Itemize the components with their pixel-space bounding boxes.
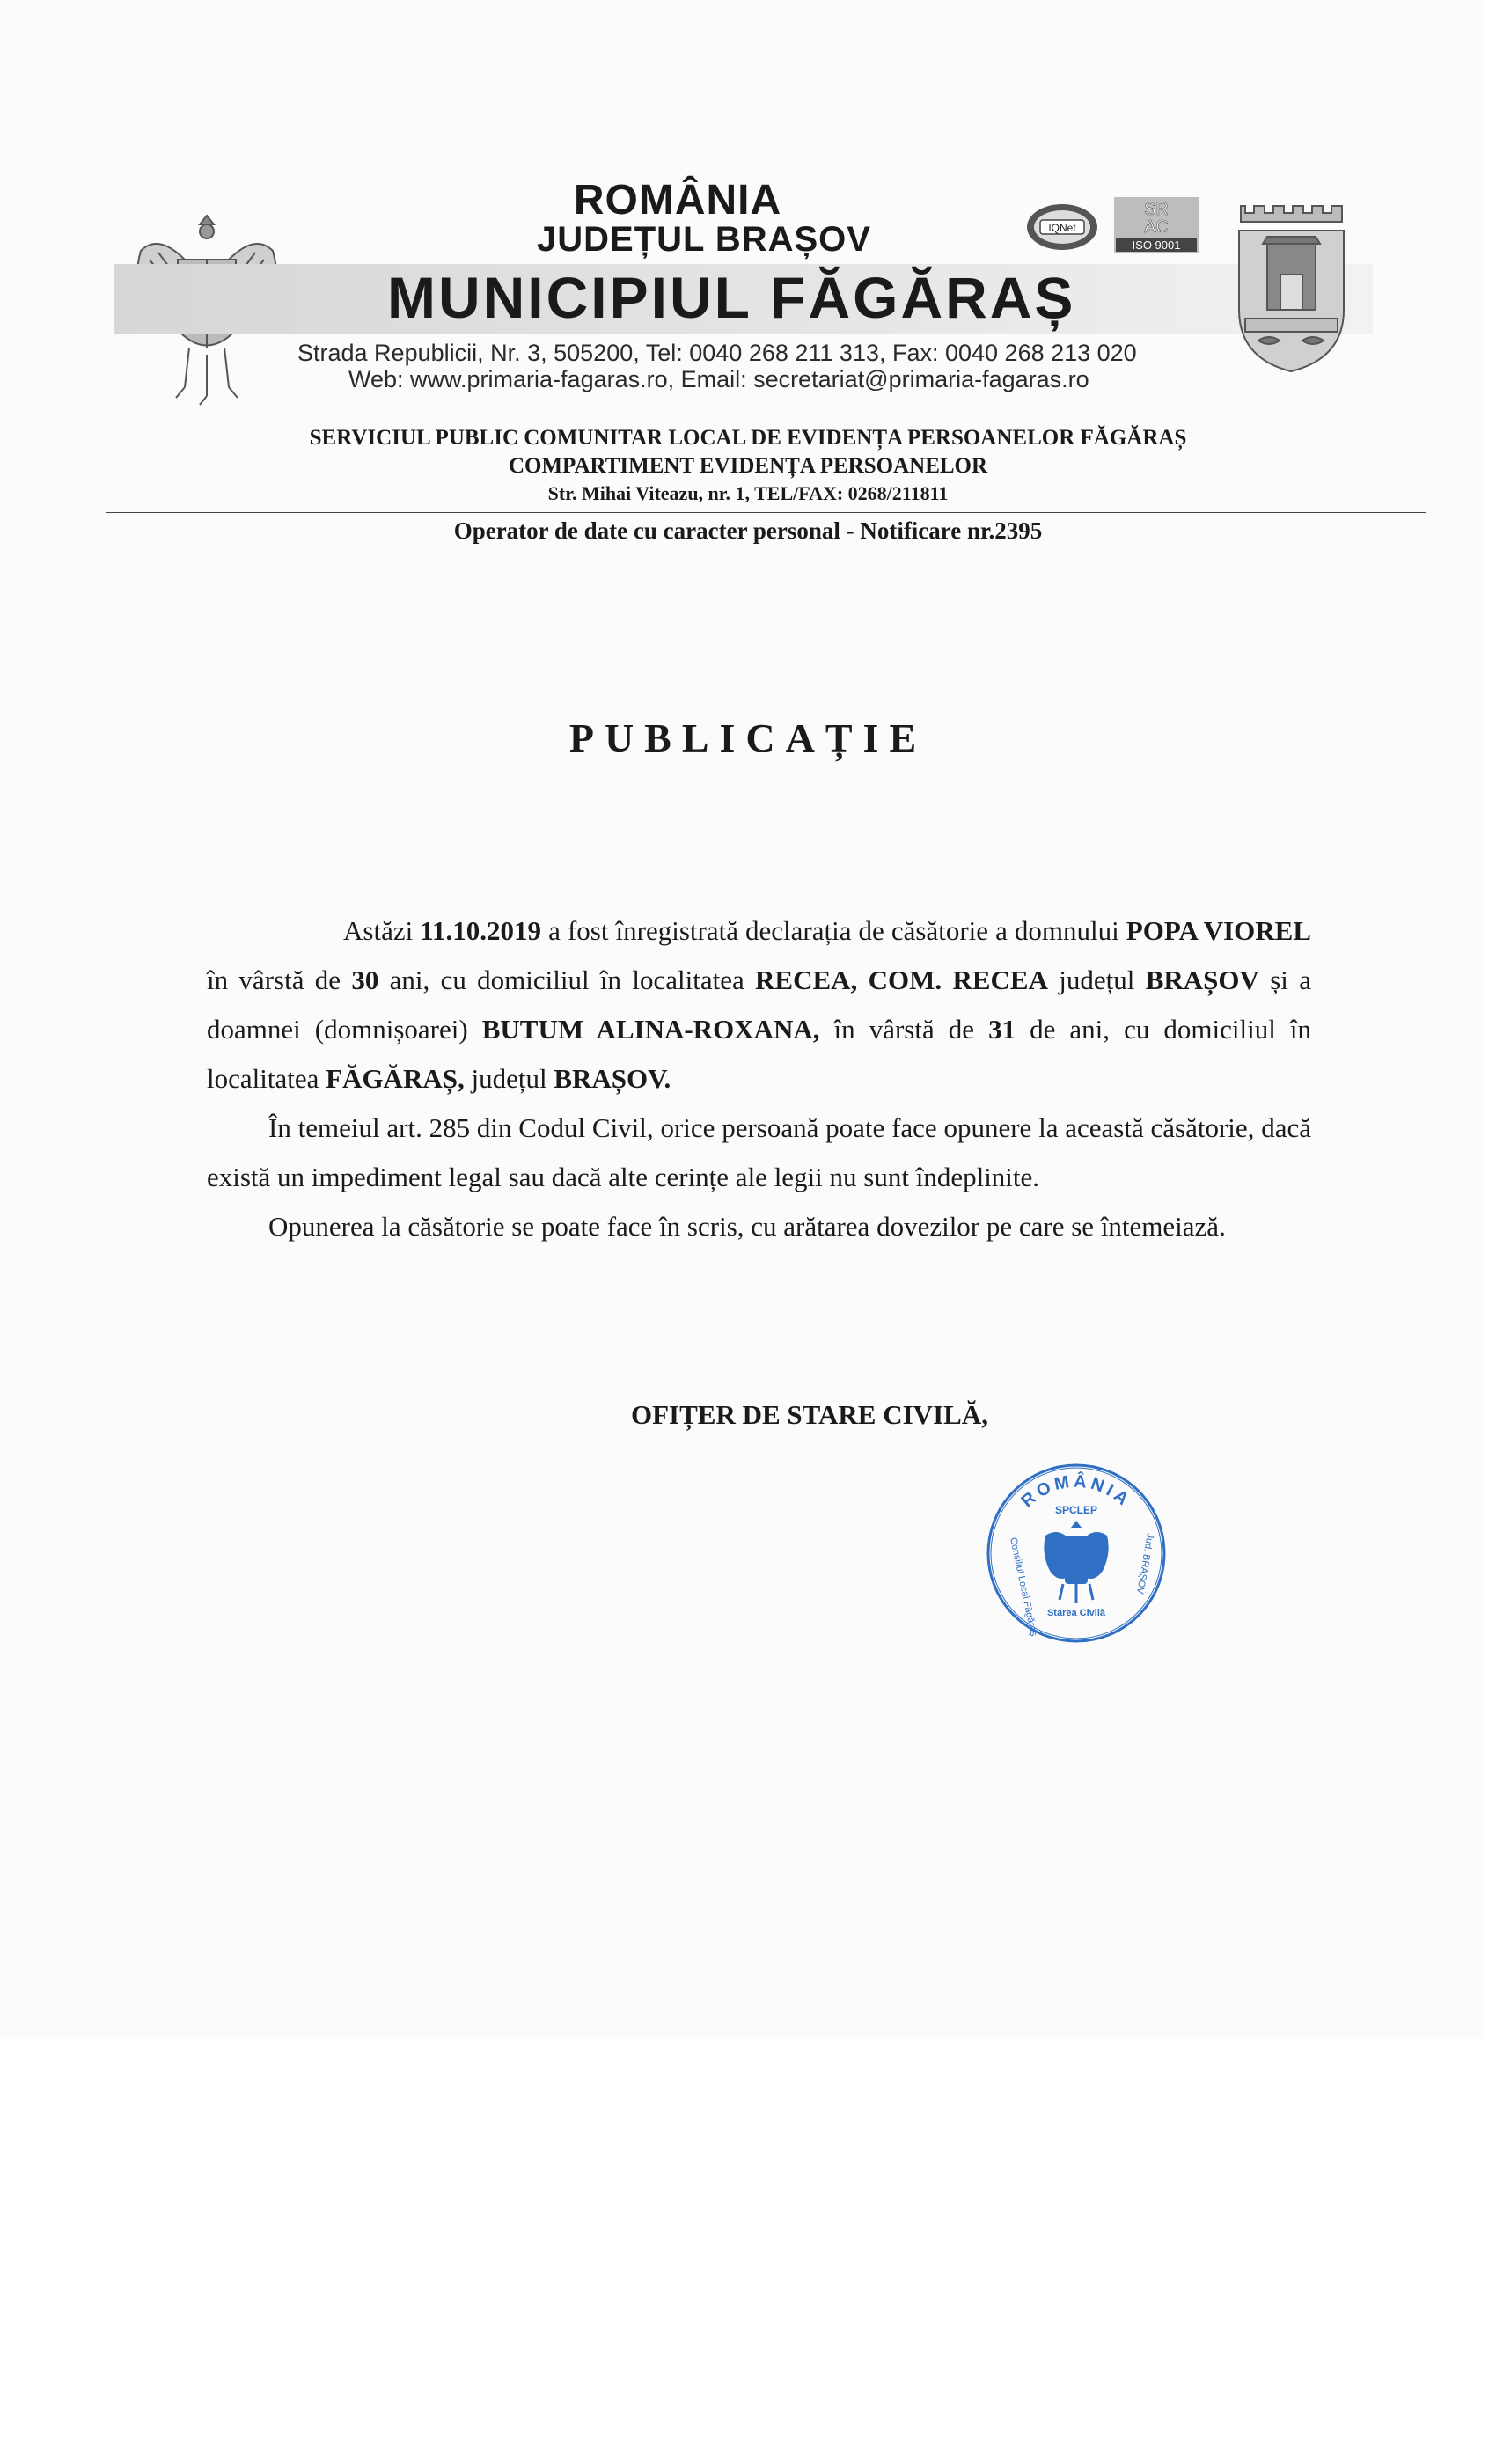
bride-county: BRAȘOV.	[554, 1063, 671, 1094]
text-segment: și a doamnei (domnișoarei)	[207, 964, 1311, 1045]
text-segment: Astăzi	[343, 915, 421, 946]
text-segment: în vârstă de	[207, 964, 352, 995]
text-segment: a fost înregistrată declarația de căsătorie a domnului	[541, 915, 1126, 946]
stamp-bottom-text: Starea Civilă	[1046, 1608, 1106, 1618]
groom-county: BRAȘOV	[1145, 964, 1259, 995]
text-segment: în vârstă de	[819, 1014, 989, 1045]
fagaras-coat-of-arms-icon	[1232, 195, 1351, 376]
document-title: PUBLICAȚIE	[568, 715, 928, 760]
stamp-left-text: Consiliul Local Făgăraș	[1008, 1536, 1039, 1638]
data-operator-notice: Operator de date cu caracter personal - Notificare nr.2395	[453, 517, 1043, 544]
department-name: COMPARTIMENT EVIDENȚA PERSOANELOR	[508, 454, 988, 478]
paragraph-opposition: Opunerea la căsătorie se poate face în scris, cu arătarea dovezilor pe care se întemeiază.	[268, 1211, 1226, 1242]
srac-logo-top: SR	[1144, 200, 1169, 219]
service-name: SERVICIUL PUBLIC COMUNITAR LOCAL DE EVIDENȚA PERSOANELOR FĂGĂRAȘ	[309, 426, 1187, 450]
srac-logo-mid: AC	[1144, 217, 1169, 237]
stamp-sub-text: SPCLEP	[1054, 1504, 1098, 1516]
header-divider	[106, 512, 1426, 513]
header-municipality: MUNICIPIUL FĂGĂRAȘ	[387, 265, 1076, 330]
official-stamp-icon	[975, 1452, 1177, 1654]
groom-locality: RECEA, COM. RECEA	[755, 964, 1048, 995]
header-contact: Web: www.primaria-fagaras.ro, Email: secretariat@primaria-fagaras.ro	[348, 366, 1089, 392]
document-body	[207, 906, 1311, 1251]
srac-logo-bottom: ISO 9001	[1132, 238, 1181, 252]
paragraph-legal-basis: În temeiul art. 285 din Codul Civil, orice persoană poate face opunere la această căsătorie, dacă există un impediment legal sau dacă alte cerințe ale legii nu sunt îndeplinite.	[207, 1112, 1311, 1192]
header-address: Strada Republicii, Nr. 3, 505200, Tel: 0040 268 211 313, Fax: 0040 268 213 020	[297, 340, 1137, 366]
text-segment: județul	[1047, 964, 1146, 995]
stamp-right-text: Jud. BRAȘOV	[1133, 1532, 1155, 1595]
bride-locality: FĂGĂRAȘ,	[326, 1063, 465, 1094]
paragraph-declaration	[207, 906, 1311, 1104]
bride-name: BUTUM ALINA-ROXANA,	[481, 1014, 820, 1045]
srac-iso-logo-icon	[1112, 195, 1200, 255]
text-segment: județul	[464, 1063, 554, 1094]
signature-officer-title: OFIȚER DE STARE CIVILĂ,	[631, 1399, 988, 1430]
text-segment: de ani, cu domiciliul în localitatea	[207, 1014, 1311, 1094]
bride-age: 31	[988, 1014, 1016, 1045]
iqnet-logo-icon	[1023, 201, 1102, 253]
text-segment: ani, cu domiciliul în localitatea	[378, 964, 756, 995]
stamp-top-text: ROMÂNIA	[1017, 1471, 1135, 1512]
groom-age: 30	[351, 964, 379, 995]
groom-name: POPA VIOREL	[1126, 915, 1311, 946]
header-country: ROMÂNIA	[573, 177, 782, 224]
iqnet-logo-text: IQNet	[1048, 222, 1076, 234]
department-address: Str. Mihai Viteazu, nr. 1, TEL/FAX: 0268/211811	[547, 482, 949, 504]
declaration-date: 11.10.2019	[420, 915, 542, 946]
header-county: JUDEȚUL BRAȘOV	[537, 220, 871, 259]
